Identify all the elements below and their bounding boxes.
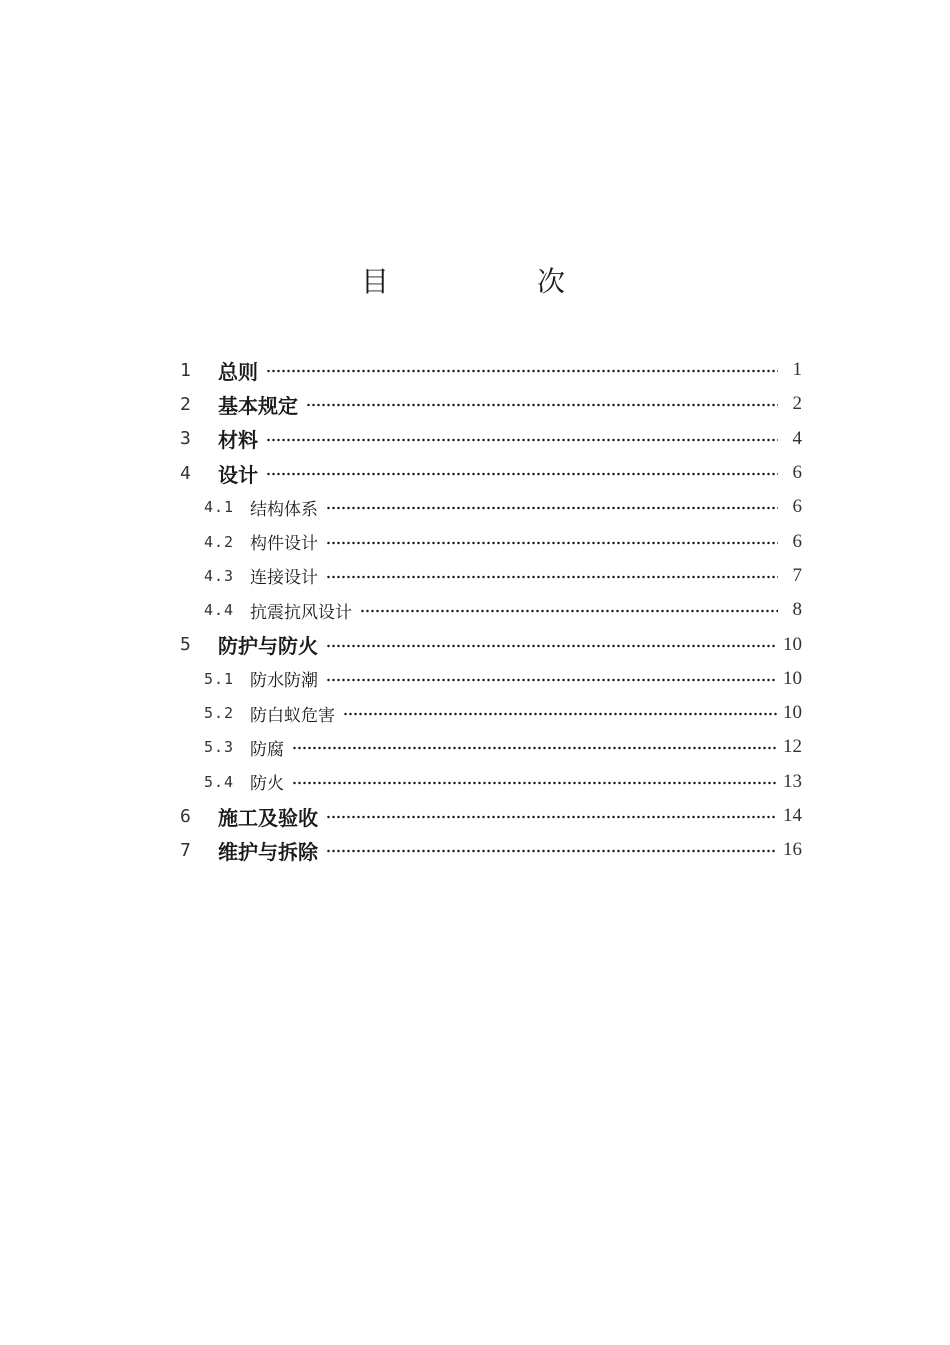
toc-entry[interactable] bbox=[178, 387, 802, 421]
toc-entry-title: 抗震抗风设计 bbox=[250, 602, 352, 623]
toc-entry-number: 4.2 bbox=[204, 532, 235, 551]
toc-entry[interactable] bbox=[178, 662, 802, 696]
toc-entry-page: 4 bbox=[792, 427, 802, 449]
toc-entry-page: 6 bbox=[792, 496, 802, 518]
toc-entry-title: 防腐 bbox=[250, 739, 284, 760]
toc-entry-page: 10 bbox=[783, 633, 802, 655]
toc-leader-dots bbox=[326, 575, 778, 579]
toc-entry-page: 10 bbox=[783, 702, 802, 724]
toc-entry-number: 5.1 bbox=[204, 669, 235, 688]
toc-entry-page: 7 bbox=[792, 564, 802, 586]
toc-entry[interactable] bbox=[178, 696, 802, 730]
toc-leader-dots bbox=[326, 644, 777, 648]
toc-entry[interactable] bbox=[178, 422, 802, 456]
toc-entry[interactable] bbox=[178, 593, 802, 627]
table-of-contents bbox=[178, 353, 802, 867]
toc-entry-page: 10 bbox=[783, 667, 802, 689]
toc-entry-number: 7 bbox=[180, 839, 191, 861]
toc-entry-title: 设计 bbox=[218, 462, 258, 487]
toc-leader-dots bbox=[292, 746, 777, 750]
toc-entry-number: 4.3 bbox=[204, 566, 235, 585]
toc-leader-dots bbox=[266, 369, 778, 373]
toc-entry-title: 防水防潮 bbox=[250, 671, 318, 692]
toc-leader-dots bbox=[326, 849, 777, 853]
toc-leader-dots bbox=[326, 506, 778, 510]
toc-entry-page: 14 bbox=[783, 805, 802, 826]
toc-entry-number: 5 bbox=[180, 634, 191, 656]
toc-entry-title: 总则 bbox=[218, 359, 258, 384]
toc-entry-number: 5.3 bbox=[204, 738, 235, 757]
toc-entry[interactable] bbox=[178, 799, 802, 833]
toc-entry-page: 1 bbox=[792, 359, 802, 381]
toc-leader-dots bbox=[360, 609, 778, 613]
toc-leader-dots bbox=[266, 438, 778, 442]
toc-leader-dots bbox=[326, 815, 777, 819]
toc-entry[interactable] bbox=[178, 524, 802, 558]
toc-entry-title: 结构体系 bbox=[250, 499, 318, 520]
toc-entry-number: 4.1 bbox=[204, 498, 235, 517]
toc-entry-number: 4.4 bbox=[204, 601, 235, 620]
toc-entry-title: 防白蚁危害 bbox=[250, 705, 335, 726]
toc-entry-title: 基本规定 bbox=[218, 393, 298, 418]
toc-entry-title: 连接设计 bbox=[250, 568, 318, 589]
toc-entry-page: 12 bbox=[783, 736, 802, 758]
toc-entry[interactable] bbox=[178, 490, 802, 524]
toc-entry-page: 6 bbox=[792, 530, 802, 552]
toc-entry-number: 6 bbox=[180, 805, 191, 827]
toc-entry-title: 施工及验收 bbox=[218, 805, 318, 830]
toc-entry-title: 构件设计 bbox=[250, 534, 318, 555]
toc-entry-number: 1 bbox=[180, 359, 191, 381]
toc-entry-page: 8 bbox=[792, 599, 802, 621]
toc-leader-dots bbox=[306, 403, 778, 407]
toc-entry[interactable] bbox=[178, 627, 802, 661]
toc-entry-page: 16 bbox=[783, 839, 802, 861]
toc-leader-dots bbox=[292, 781, 777, 785]
toc-leader-dots bbox=[326, 678, 777, 682]
page-title: 目 次 bbox=[360, 265, 625, 298]
toc-entry-number: 5.2 bbox=[204, 704, 235, 723]
toc-entry-number: 4 bbox=[180, 462, 191, 484]
toc-entry-page: 2 bbox=[792, 393, 802, 415]
toc-entry-title: 防护与防火 bbox=[218, 634, 318, 659]
toc-entry-title: 维护与拆除 bbox=[218, 839, 318, 864]
toc-entry-page: 6 bbox=[792, 462, 802, 484]
toc-leader-dots bbox=[266, 472, 778, 476]
toc-entry-title: 防火 bbox=[250, 774, 284, 795]
toc-entry-number: 2 bbox=[180, 393, 191, 415]
toc-entry-number: 3 bbox=[180, 428, 191, 450]
toc-entry[interactable] bbox=[178, 765, 802, 799]
toc-entry[interactable] bbox=[178, 456, 802, 490]
toc-entry[interactable] bbox=[178, 730, 802, 764]
toc-entry-number: 5.4 bbox=[204, 772, 235, 791]
toc-entry[interactable] bbox=[178, 833, 802, 867]
toc-entry[interactable] bbox=[178, 353, 802, 387]
toc-entry[interactable] bbox=[178, 559, 802, 593]
toc-leader-dots bbox=[326, 541, 778, 545]
toc-leader-dots bbox=[343, 712, 777, 716]
toc-entry-page: 13 bbox=[783, 770, 802, 792]
toc-entry-title: 材料 bbox=[218, 428, 258, 453]
